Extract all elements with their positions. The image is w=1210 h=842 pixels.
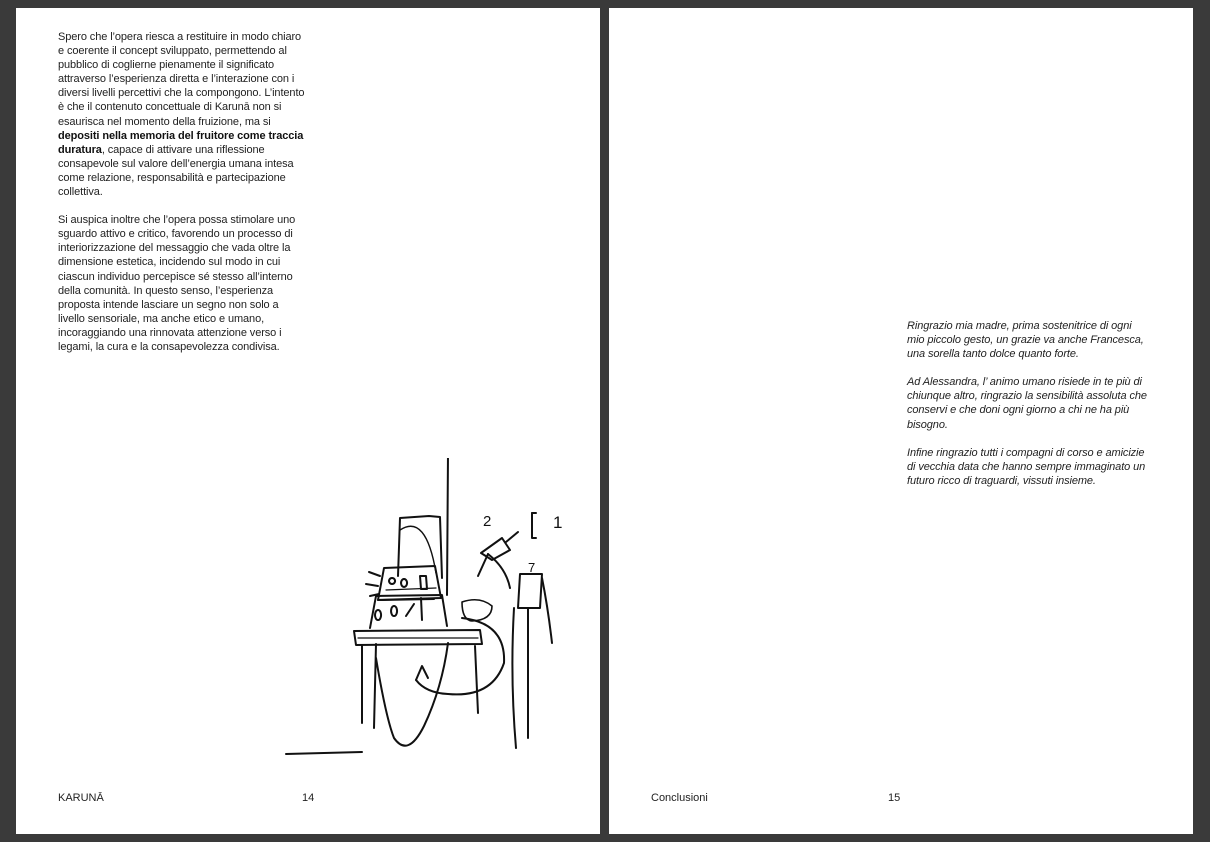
right-page: [609, 8, 1193, 834]
sketch-label-7: 7: [528, 560, 536, 575]
acknowledgement-2: Ad Alessandra, l’ animo umano risiede in te più di chiunque altro, ringrazio la sensibilità assoluta che conservi e che doni ogni giorno a chi ne ha più bisogno.: [907, 376, 1147, 431]
footer-section: Conclusioni: [651, 792, 708, 804]
paragraph-2: [58, 213, 308, 354]
paragraph-1: [58, 30, 308, 199]
paragraph-1-intro: Spero che l’opera riesca a restituire in modo chiaro e coerente il concept sviluppato, permettendo al pubblico di coglierne pienamente il significato attraverso l’esperienza diretta e l’interazione con i diversi livelli percettivi che la compongono. L’intento è che il contenuto concettuale di Karunā non si esaurisca nel momento della fruizione, ma si: [58, 31, 305, 128]
body-text: [58, 30, 308, 368]
acknowledgements: [907, 319, 1147, 502]
paragraph-1-outro: , capace di attivare una riflessione consapevole sul valore dell’energia umana intesa come relazione, responsabilità e partecipazione collettiva.: [58, 143, 294, 199]
sketch-label-2: 2: [483, 513, 492, 530]
sketch-label-1: 1: [553, 513, 563, 532]
left-page: [16, 8, 600, 834]
page-number: 15: [888, 792, 901, 804]
acknowledgement-1: Ringrazio mia madre, prima sostenitrice di ogni mio piccolo gesto, un grazie va anche Francesca, una sorella tanto dolce quanto forte.: [907, 320, 1144, 361]
paragraph-1-emphasis: depositi nella memoria del fruitore come traccia duratura: [58, 129, 304, 156]
installation-sketch: [266, 458, 596, 758]
paragraph-2-text: Si auspica inoltre che l’opera possa stimolare uno sguardo attivo e critico, favorendo un processo di interiorizzazione del messaggio che vada oltre la dimensione estetica, incidendo sul modo in cui ciascun individuo percepisce sé stesso all’interno della comunità. In questo senso, l’esperienza proposta intende lasciare un segno non solo a livello sensoriale, ma anche etico e umano, incoraggiando una rinnovata attenzione verso i legami, la cura e la consapevolezza condivisa.: [58, 214, 296, 353]
acknowledgement-3: Infine ringrazio tutti i compagni di corso e amicizie di vecchia data che hanno sempre immaginato un futuro ricco di traguardi, vissuti insieme.: [907, 446, 1146, 487]
footer-title: KARUNĀ: [58, 792, 104, 804]
page-number: 14: [302, 792, 315, 804]
